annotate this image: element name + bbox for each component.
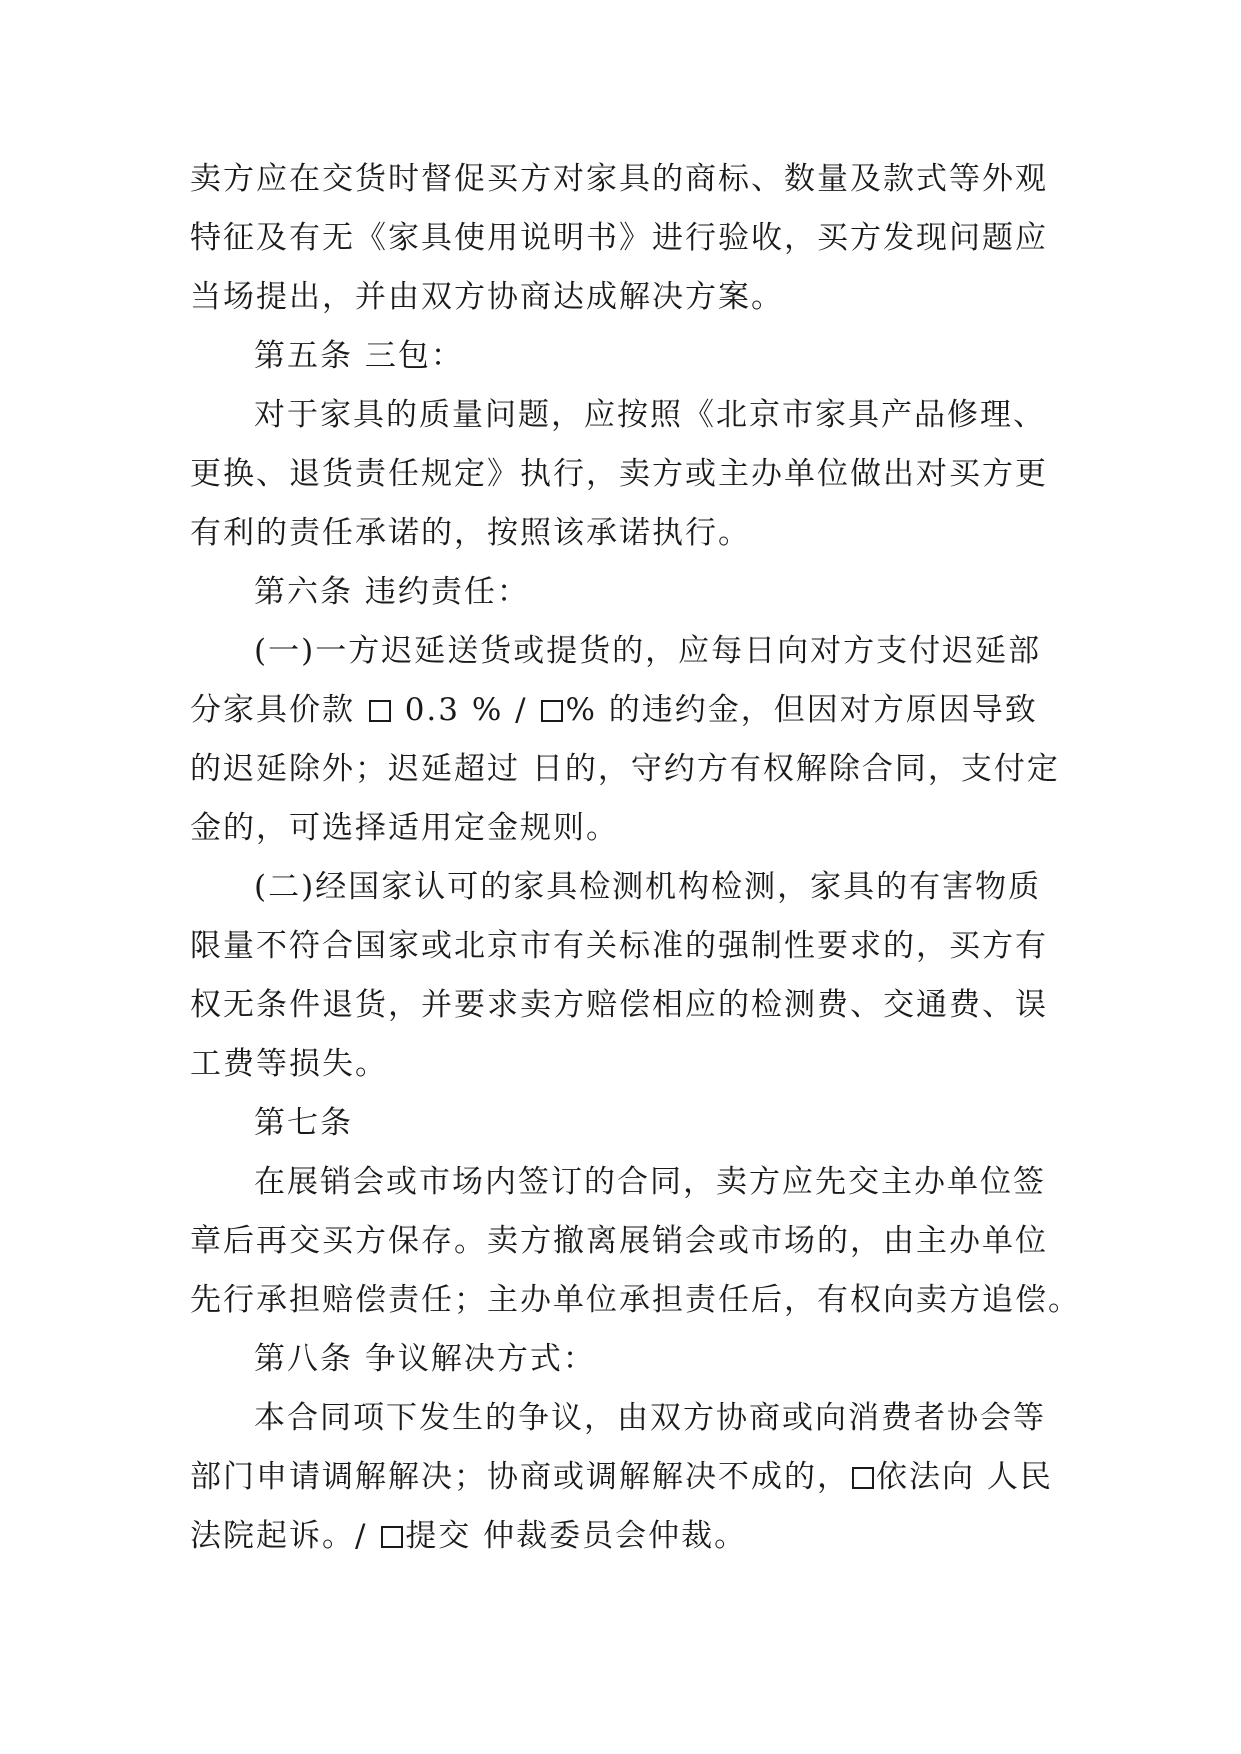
text-line: 对于家具的质量问题，应按照《北京市家具产品修理、: [254, 397, 1046, 433]
text-line: (二)经国家认可的家具检测机构检测，家具的有害物质: [254, 869, 1042, 905]
text-line: 第八条 争议解决方式：: [254, 1341, 596, 1377]
text-line: 第七条: [254, 1105, 353, 1141]
text-line: 的迟延除外；迟延超过 日的，守约方有权解除合同，支付定: [190, 751, 1060, 787]
checkbox-icon: [852, 1467, 874, 1489]
text-line: 第五条 三包：: [254, 338, 464, 374]
text-line: 更换、退货责任规定》执行，卖方或主办单位做出对买方更: [190, 456, 1048, 492]
text-line: 章后再交买方保存。卖方撤离展销会或市场的，由主办单位: [190, 1223, 1048, 1259]
text-line: 权无条件退货，并要求卖方赔偿相应的检测费、交通费、误: [190, 987, 1048, 1023]
text-line: 第六条 违约责任：: [254, 574, 530, 610]
text-fragment: % 的违约金，但因对方原因导致: [565, 692, 1038, 728]
document-page: [190, 150, 1081, 1566]
text-line: (一)一方迟延送货或提货的，应每日向对方支付迟延部: [254, 633, 1042, 669]
text-fragment: 依法向 人民: [876, 1459, 1053, 1495]
text-fragment: 0.3 % /: [392, 692, 540, 728]
text-line: 特征及有无《家具使用说明书》进行验收，买方发现问题应: [190, 220, 1048, 256]
text-line: [190, 1507, 1050, 1566]
text-line: 先行承担赔偿责任；主办单位承担责任后，有权向卖方追偿。: [190, 1282, 1081, 1318]
text-line: 限量不符合国家或北京市有关标准的强制性要求的，买方有: [190, 928, 1048, 964]
text-line: 当场提出，并由双方协商达成解决方案。: [190, 279, 784, 315]
text-line: 工费等损失。: [190, 1046, 388, 1082]
text-fragment: 分家具价款: [190, 692, 367, 728]
text-fragment: 法院起诉。/: [190, 1518, 380, 1554]
checkbox-icon: [541, 700, 563, 722]
checkbox-icon: [369, 700, 391, 722]
text-line: 金的，可选择适用定金规则。: [190, 810, 619, 846]
text-line: 本合同项下发生的争议，由双方协商或向消费者协会等: [254, 1400, 1046, 1436]
checkbox-icon: [381, 1526, 403, 1548]
text-line: [190, 1448, 1053, 1507]
text-line: 卖方应在交货时督促买方对家具的商标、数量及款式等外观: [190, 161, 1048, 197]
text-fragment: 部门申请调解解决；协商或调解解决不成的，: [190, 1459, 850, 1495]
text-line: 有利的责任承诺的，按照该承诺执行。: [190, 515, 751, 551]
text-line: 在展销会或市场内签订的合同，卖方应先交主办单位签: [254, 1164, 1046, 1200]
text-line: [190, 681, 1050, 740]
text-fragment: 提交 仲裁委员会仲裁。: [405, 1518, 748, 1554]
